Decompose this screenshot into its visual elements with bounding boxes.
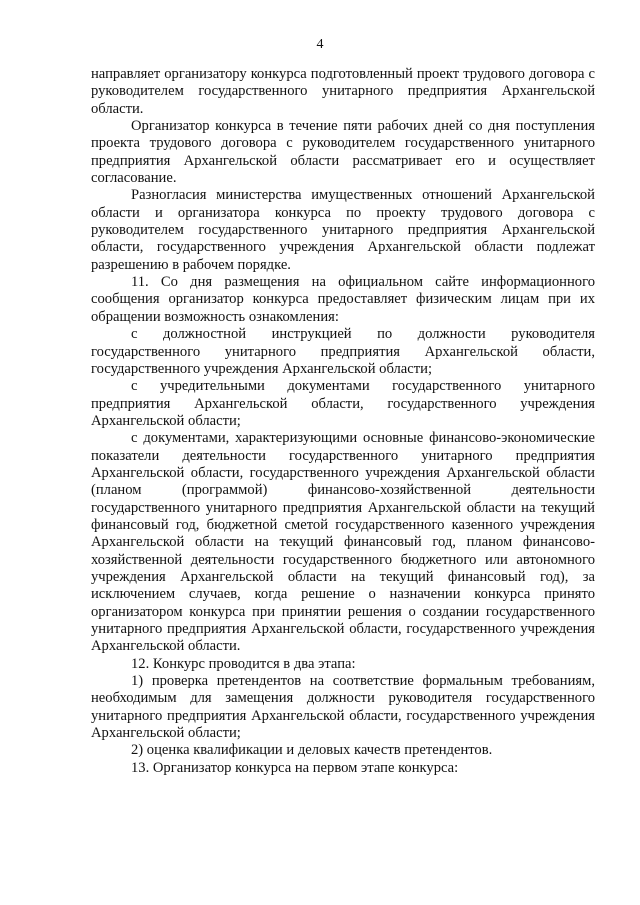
paragraph-disagreements: Разногласия министерства имущественных отношений Архангельской области и организатора конкурса по проекту трудового договора с руководителем государственного унитарного предприятия Архангельской области, государственного учреждения Архангельской области подлежат разрешению в рабочем порядке. xyxy=(91,187,595,273)
page-number: 4 xyxy=(316,37,324,52)
paragraph-founding-documents: с учредительными документами государственного унитарного предприятия Архангельской области, государственного учреждения Архангельской области; xyxy=(91,378,595,429)
paragraph-job-description: с должностной инструкцией по должности руководителя государственного унитарного предприятия Архангельской области, государственного учреждения Архангельской области; xyxy=(91,326,595,377)
document-body xyxy=(91,66,595,777)
paragraph-item-12: 12. Конкурс проводится в два этапа: xyxy=(131,655,356,672)
paragraph-continuation: направляет организатору конкурса подготовленный проект трудового договора с руководителем государственного унитарного предприятия Архангельской области. xyxy=(91,66,595,117)
paragraph-stage-1: 1) проверка претендентов на соответствие формальным требованиям, необходимым для замещения должности руководителя государственного унитарного предприятия Архангельской области, государственного учреждения Архангельской области; xyxy=(91,673,595,742)
paragraph-item-11: 11. Со дня размещения на официальном сайте информационного сообщения организатор конкурса предоставляет физическим лицам при их обращении возможность ознакомления: xyxy=(91,274,595,325)
paragraph-approval: Организатор конкурса в течение пяти рабочих дней со дня поступления проекта трудового договора с руководителем государственного унитарного предприятия Архангельской области рассматривает его и осуществляет согласование. xyxy=(91,118,595,187)
paragraph-stage-2: 2) оценка квалификации и деловых качеств претендентов. xyxy=(131,742,493,759)
paragraph-item-13: 13. Организатор конкурса на первом этапе конкурса: xyxy=(131,759,459,776)
paragraph-financial-documents: с документами, характеризующими основные финансово-экономические показатели деятельности государственного унитарного предприятия Архангельской области, государственного учреждения Архангельской области (планом (программой) финансово-хозяйственной деятельности государственного унитарного предприятия Архангельской области на текущий финансовый год, бюджетной сметой государственного казенного учреждения Архангельской области на текущий финансовый год, планом финансово-хозяйственной деятельности государственного бюджетного или автономного учреждения Архангельской области на текущий финансовый год), за исключением случаев, когда решение о назначении конкурса принято организатором конкурса при принятии решения о создании государственного унитарного предприятия Архангельской области, государственного учреждения Архангельской области. xyxy=(91,430,595,655)
